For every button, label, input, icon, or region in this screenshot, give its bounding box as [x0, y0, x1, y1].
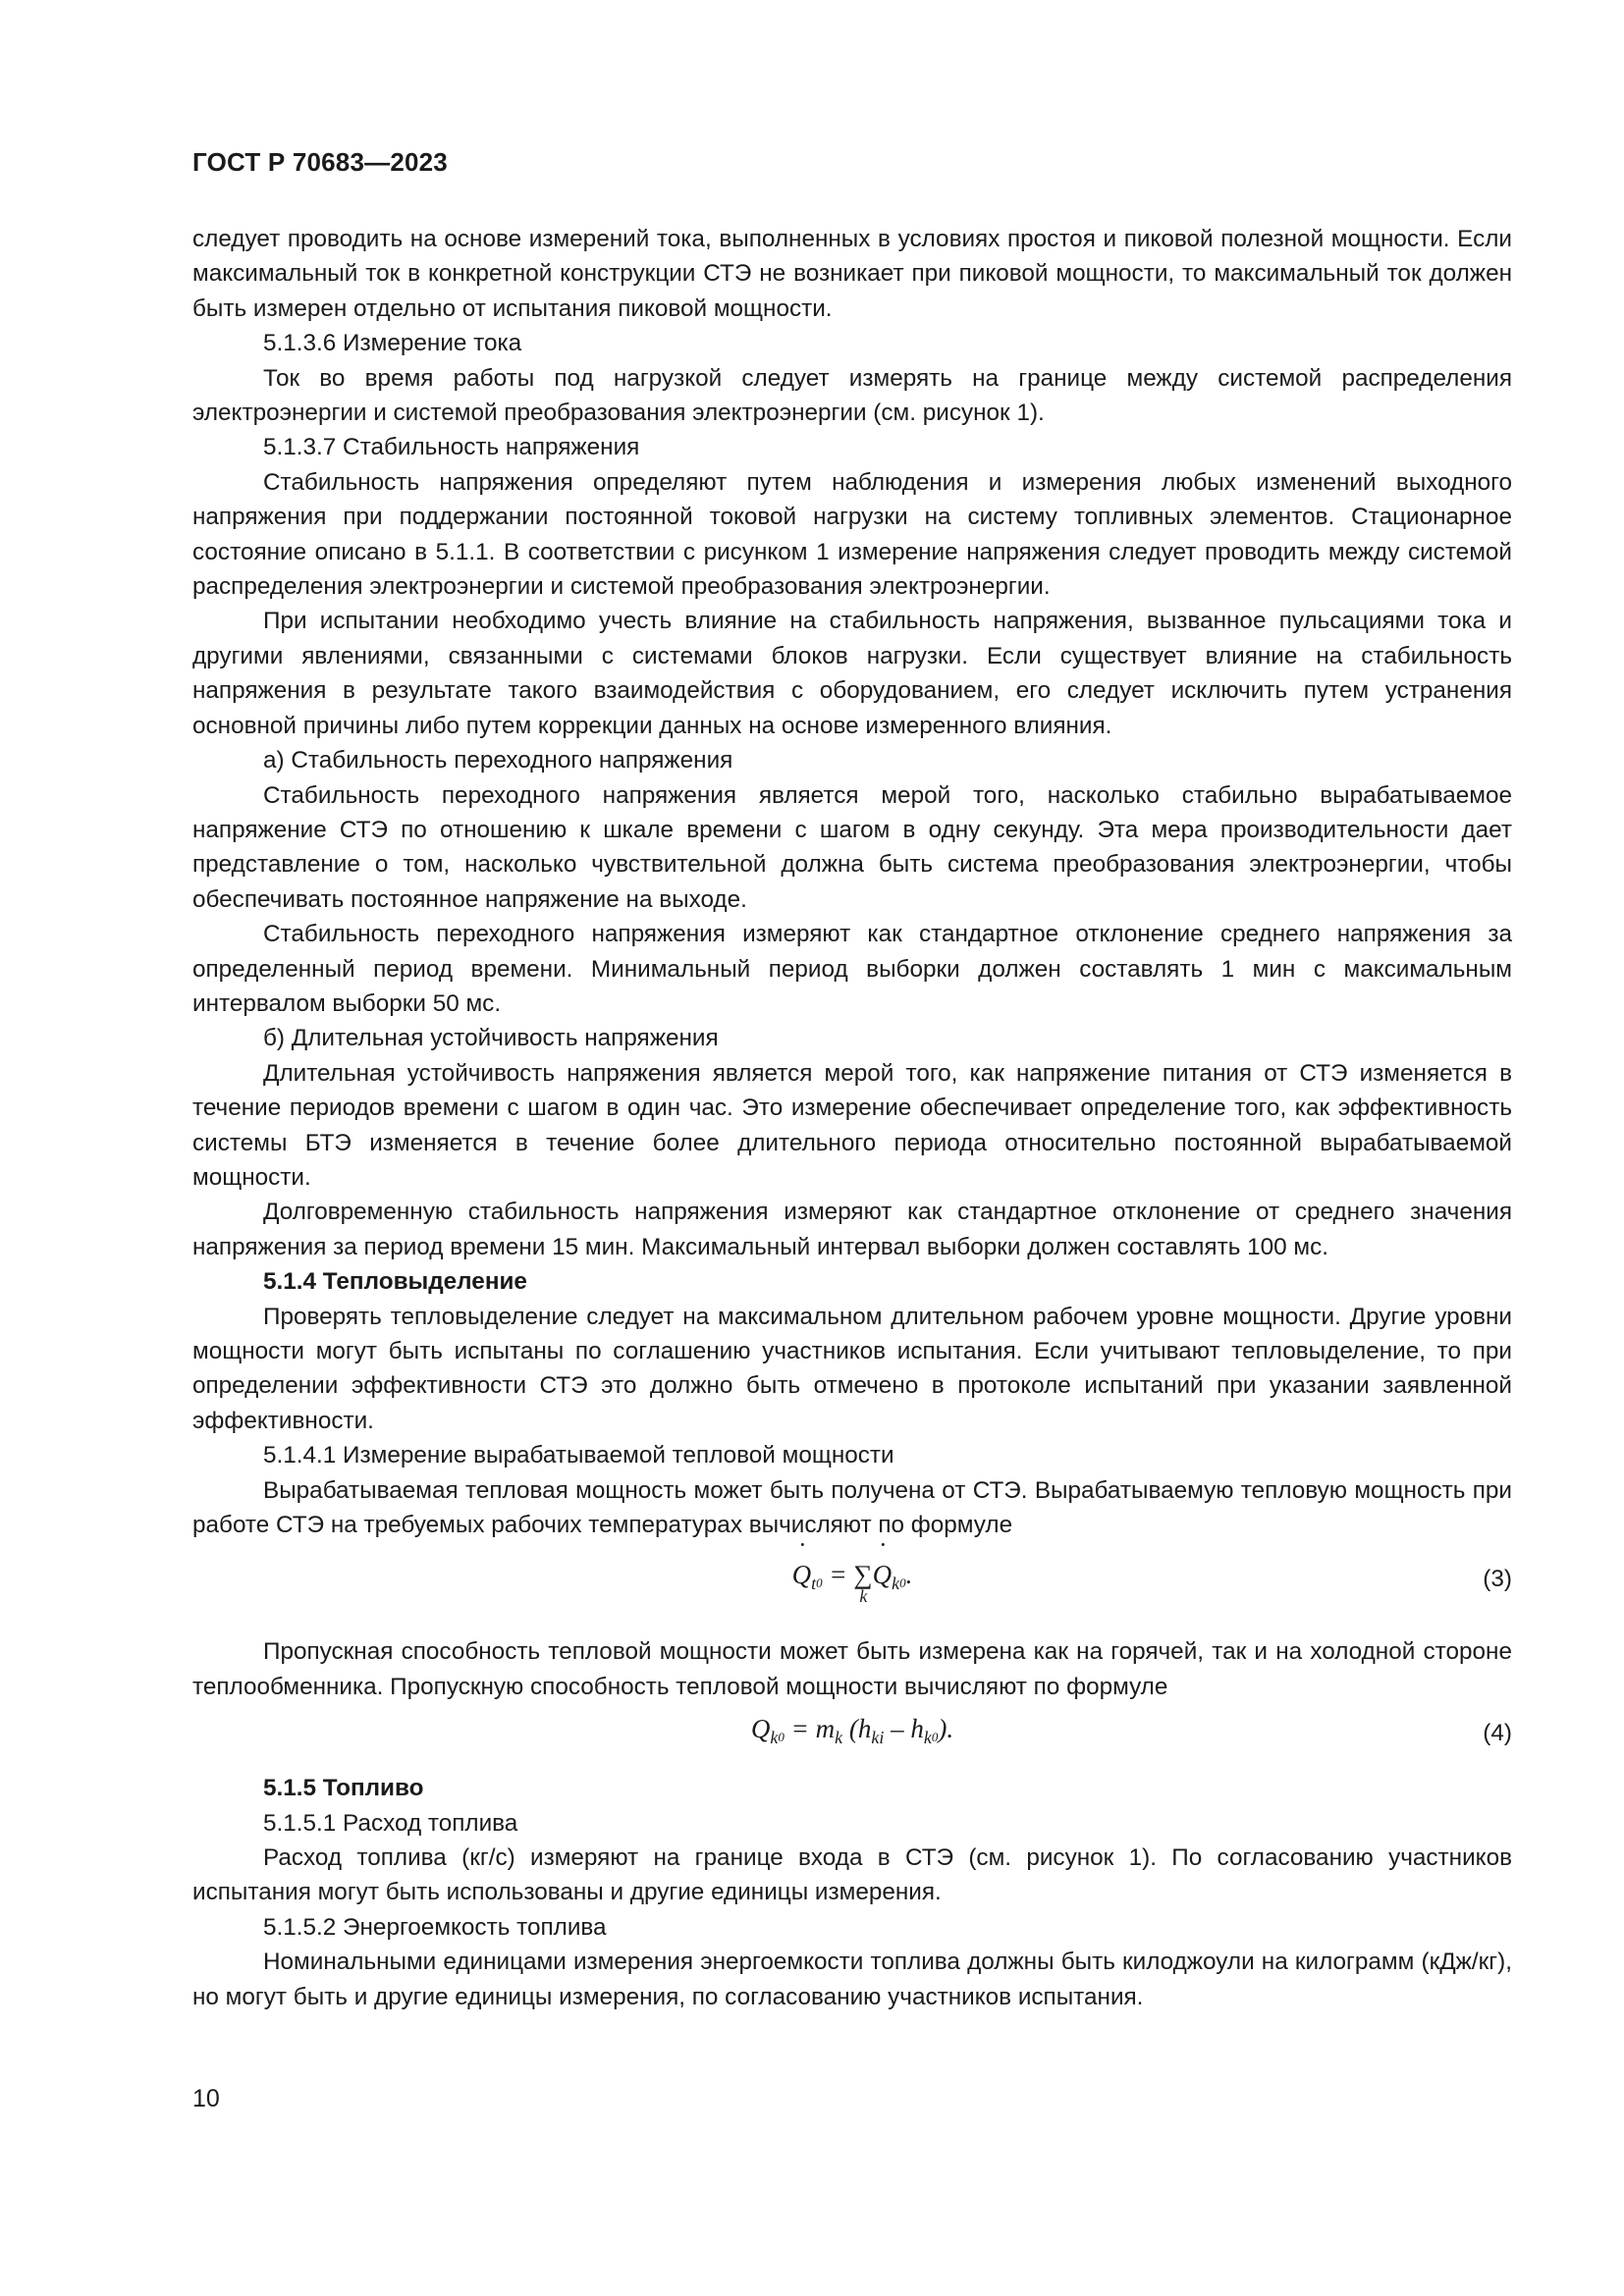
sigma-sign: ∑ — [853, 1560, 873, 1590]
variable: h — [857, 1714, 872, 1744]
punctuation: . — [905, 1560, 913, 1590]
paragraph: Проверять тепловыделение следует на максимальном длительном рабочем уровне мощности. Другие уровни мощности могут быть испытаны по соглашению участников испытания. Если учитывают тепловыделение, то при определении эффективности СТЭ это должно быть отмечено в протоколе испытаний при указании заявленной эффективности. — [192, 1303, 1512, 1434]
subscript: 0 — [931, 1730, 939, 1745]
q-dot-variable: ˙ Q — [873, 1558, 893, 1592]
subscript: k — [835, 1728, 843, 1748]
page-header: ГОСТ Р 70683—2023 — [192, 147, 448, 177]
sum-index: k — [859, 1586, 868, 1607]
subsection-heading: 5.1.3.6 Измерение тока — [263, 330, 522, 357]
minus-sign: – — [891, 1714, 904, 1744]
paragraph: Вырабатываемая тепловая мощность может быть получена от СТЭ. Вырабатываемую тепловую мощность при работе СТЭ на требуемых рабочих температурах вычисляют по формуле — [192, 1476, 1512, 1539]
subsection-heading: 5.1.5.2 Энергоемкость топлива — [263, 1913, 607, 1941]
subscript: ki — [871, 1728, 885, 1748]
subscript: t — [811, 1574, 817, 1594]
section-heading: 5.1.4 Тепловыделение — [263, 1268, 527, 1296]
subscript: 0 — [899, 1575, 906, 1591]
subscript: k — [923, 1728, 932, 1748]
paragraph: Долговременную стабильность напряжения измеряют как стандартное отклонение от среднего значения напряжения за период времени 15 мин. Максимальный интервал выборки должен составлять 100 мс. — [192, 1199, 1512, 1260]
paragraph: Длительная устойчивость напряжения является мерой того, как напряжение питания от СТЭ изменяется в течение периодов времени с шагом в один час. Это измерение обеспечивает определение того, как эффективность системы БТЭ изменяется в течение более длительного периода относительно постоянной вырабатываемой мощности. — [192, 1059, 1512, 1191]
equals-sign: = — [829, 1560, 847, 1590]
punctuation: ). — [938, 1714, 954, 1744]
variable: h — [910, 1714, 924, 1744]
subsection-heading: 5.1.5.1 Расход топлива — [263, 1809, 518, 1837]
formula-number: (4) — [1483, 1720, 1512, 1747]
paragraph: Пропускная способность тепловой мощности может быть измерена как на горячей, так и на холодной стороне теплообменника. Пропускную способность тепловой мощности вычисляют по формуле — [192, 1638, 1512, 1700]
paragraph: Стабильность переходного напряжения является мерой того, насколько стабильно вырабатываемое напряжение СТЭ по отношению к шкале времени с шагом в одну секунду. Эта мера производительности дает представление о том, насколько чувствительной должна быть система преобразования электроэнергии, чтобы обеспечивать постоянное напряжение на выходе. — [192, 781, 1512, 913]
paragraph: Ток во время работы под нагрузкой следует измерять на границе между системой распределения электроэнергии и системой преобразования электроэнергии (см. рисунок 1). — [192, 364, 1512, 427]
formula-4 — [192, 1708, 1512, 1759]
paragraph: При испытании необходимо учесть влияние на стабильность напряжения, вызванное пульсациями тока и другими явлениями, связанными с системами блоков нагрузки. Если существует влияние на стабильность напряжения в результате такого взаимодействия с оборудованием, его следует исключить путем устранения основной причины либо путем коррекции данных на основе измеренного влияния. — [192, 608, 1512, 739]
paragraph: Стабильность переходного напряжения измеряют как стандартное отклонение среднего напряжения за определенный период времени. Минимальный период выборки должен составлять 1 мин с максимальным интервалом выборки 50 мс. — [192, 921, 1512, 1017]
paragraph: Стабильность напряжения определяют путем наблюдения и измерения любых изменений выходного напряжения при поддержании постоянной токовой нагрузки на систему топливных элементов. Стационарное состояние описано в 5.1.1. В соответствии с рисунком 1 измерение напряжения следует проводить между системой распределения электроэнергии и системой преобразования электроэнергии. — [192, 468, 1512, 601]
subsection-heading: а) Стабильность переходного напряжения — [263, 747, 733, 774]
variable: m — [815, 1714, 836, 1744]
page-number: 10 — [192, 2085, 220, 2112]
formula-expression — [192, 1712, 1512, 1755]
formula-3 — [192, 1544, 1512, 1621]
subscript: k — [892, 1574, 900, 1594]
subsection-heading: 5.1.3.7 Стабильность напряжения — [263, 434, 640, 461]
paragraph: Номинальными единицами измерения энергоемкости топлива должны быть килоджоули на килограмм (кДж/кг), но могут быть и другие единицы измерения, по согласованию участников испытания. — [192, 1949, 1512, 2010]
document-body — [192, 222, 1512, 2014]
section-heading: 5.1.5 Топливо — [263, 1775, 424, 1802]
sum-symbol — [853, 1558, 873, 1607]
subsection-heading: 5.1.4.1 Измерение вырабатываемой тепловой мощности — [263, 1442, 894, 1469]
punctuation: ( — [848, 1714, 858, 1744]
q-dot-variable: ˙ Q — [792, 1558, 812, 1592]
equals-sign: = — [790, 1714, 809, 1744]
paragraph: следует проводить на основе измерений тока, выполненных в условиях простоя и пиковой полезной мощности. Если максимальный ток в конкретной конструкции СТЭ не возникает при пиковой мощности, то максимальный ток должен быть измерен отдельно от испытания пиковой мощности. — [192, 226, 1512, 322]
variable: Q — [750, 1714, 771, 1744]
formula-expression — [192, 1558, 1512, 1607]
formula-number: (3) — [1483, 1566, 1512, 1593]
subscript: 0 — [816, 1575, 823, 1591]
subscript: 0 — [778, 1730, 785, 1745]
paragraph: Расход топлива (кг/с) измеряют на границе входа в СТЭ (см. рисунок 1). По согласованию участников испытания могут быть использованы и другие единицы измерения. — [192, 1844, 1512, 1906]
subscript: k — [770, 1728, 779, 1748]
subsection-heading: б) Длительная устойчивость напряжения — [263, 1025, 719, 1052]
